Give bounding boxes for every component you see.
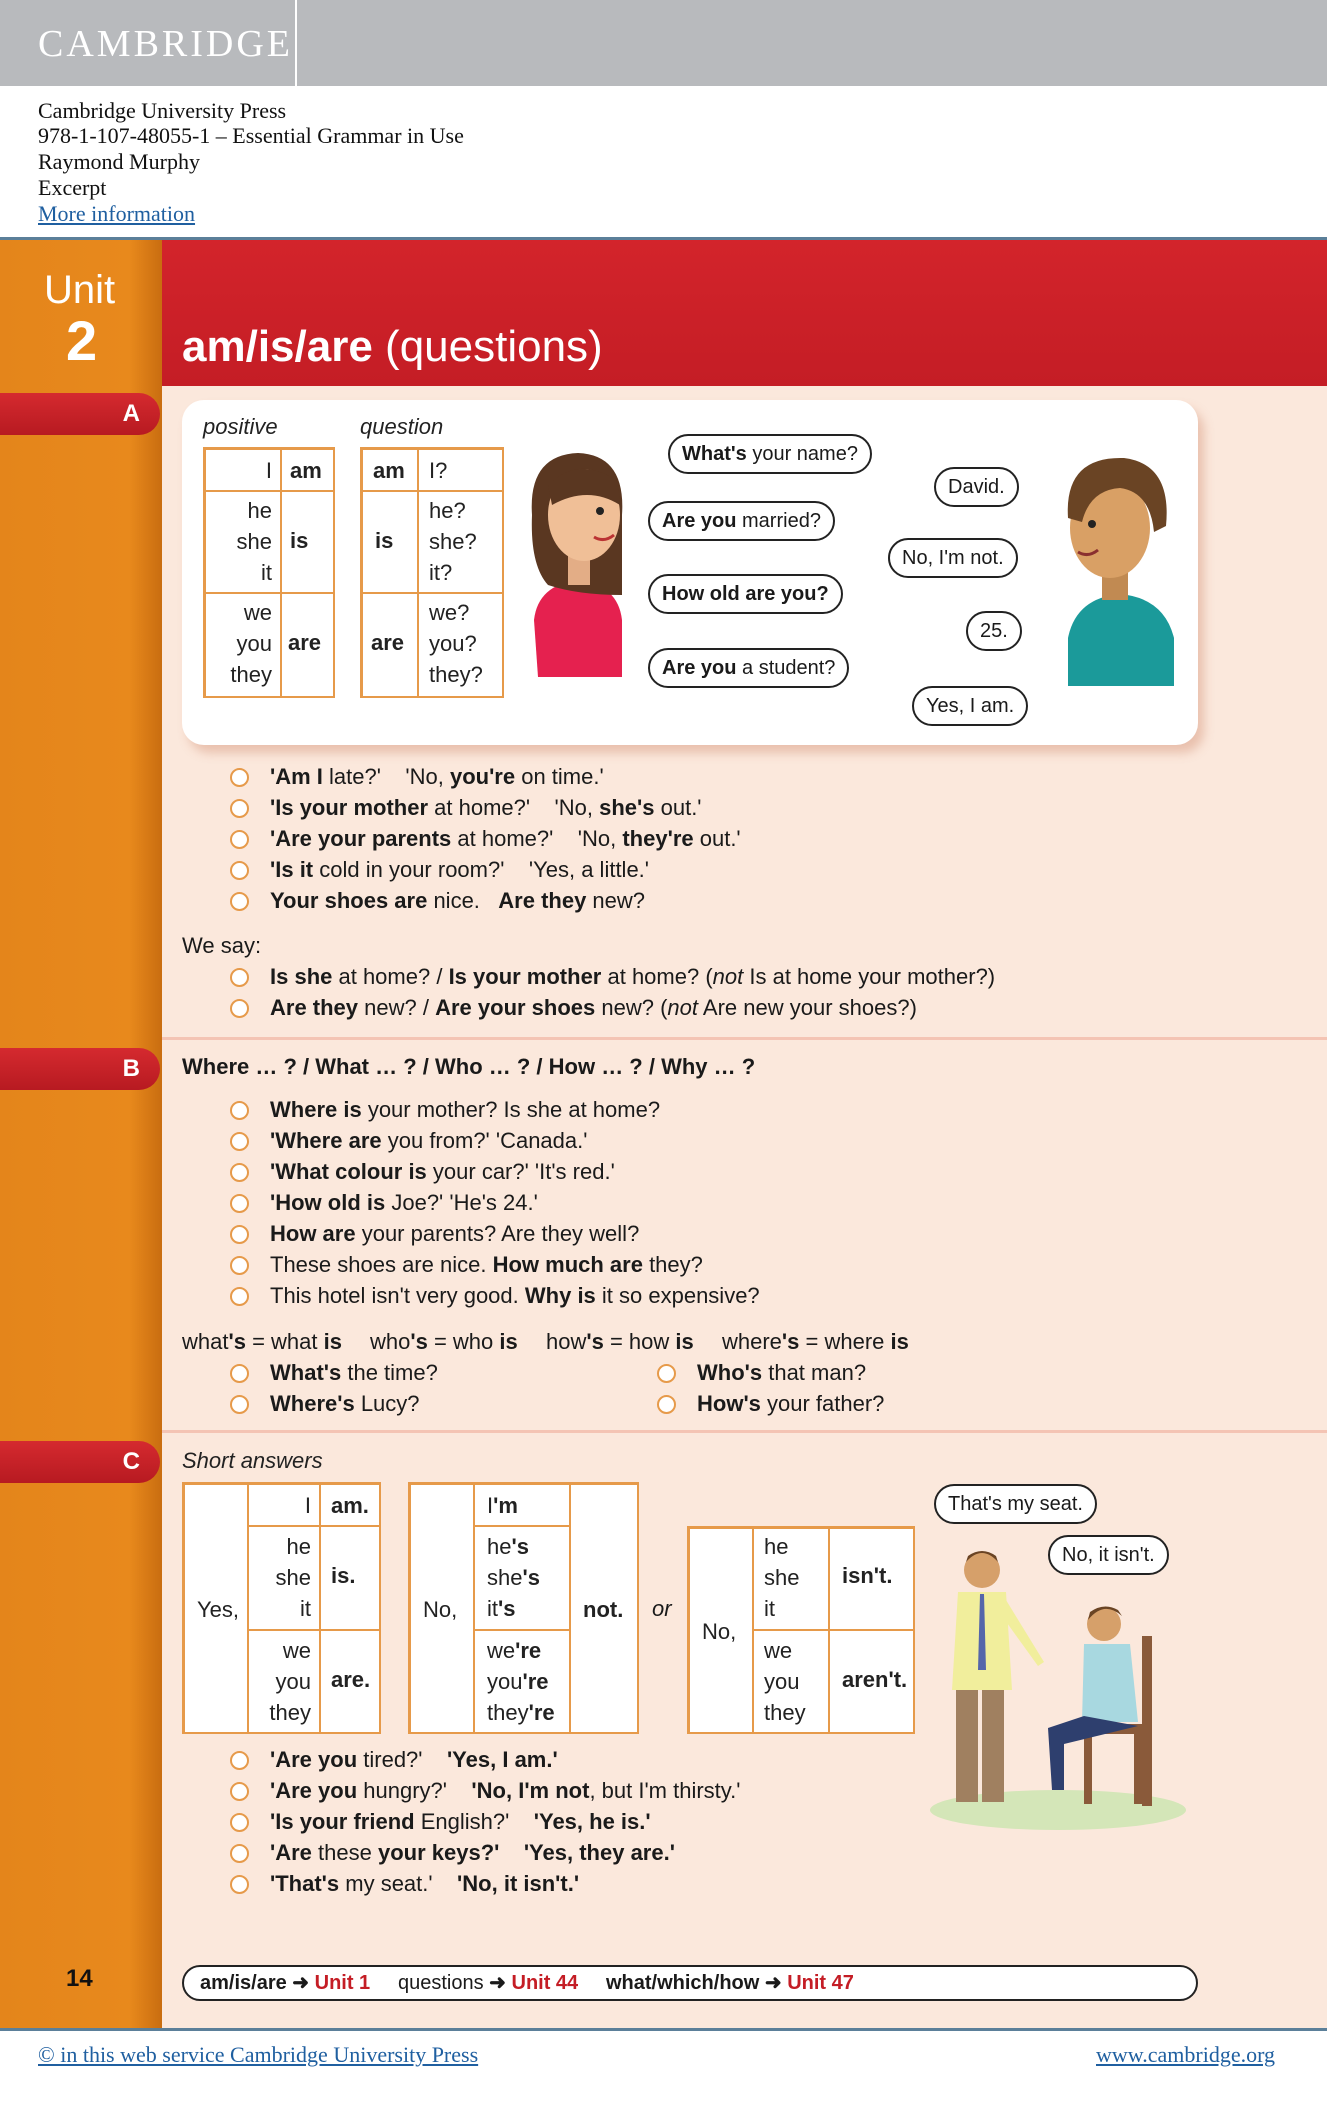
ex-text: = who: [427, 1329, 500, 1354]
short-answer-negative-contraction-table: [687, 1526, 915, 1734]
example-line: [270, 1871, 579, 1897]
positive-table: [203, 447, 335, 698]
example-line: [270, 1159, 615, 1185]
example-line: [270, 888, 645, 914]
c-pronoun: we: [282, 1638, 311, 1663]
section-b-heading: Where … ? / What … ? / Who … ? / How … ? / Why … ?: [182, 1054, 756, 1079]
ex-bold: Your shoes are: [270, 888, 428, 913]
speech-bubble: No, it isn't.: [1048, 1535, 1169, 1575]
example-checkbox[interactable]: [230, 1782, 249, 1801]
example-checkbox[interactable]: [657, 1364, 676, 1383]
c-contraction: 's: [511, 1534, 529, 1559]
example-checkbox[interactable]: [230, 1256, 249, 1275]
contraction: [370, 1329, 518, 1355]
ex-text: at home?': [451, 826, 554, 851]
speech-bubble: [648, 501, 835, 541]
arrow-icon: ➜: [489, 1972, 506, 1994]
ex-bold: they're: [622, 826, 694, 851]
c-pronoun: he: [286, 1534, 311, 1559]
xref-topic: what/which/how: [605, 1972, 760, 1994]
woman-illustration: [518, 445, 640, 677]
c-pronoun: she: [764, 1565, 800, 1590]
speech-bubble: David.: [934, 467, 1019, 507]
example-line: [270, 857, 649, 883]
pos-pronoun: it: [261, 560, 272, 585]
positive-label: positive: [203, 414, 278, 439]
example-checkbox[interactable]: [230, 768, 249, 787]
short-answer-no-not-table: [408, 1482, 639, 1734]
c-pronoun: I: [304, 1493, 311, 1518]
ex-text: 'No,: [405, 764, 450, 789]
unit-title-rest: (questions): [372, 322, 603, 371]
ex-bold: Why is: [524, 1283, 596, 1308]
ex-text: Is at home your mother?): [743, 964, 996, 989]
more-information-link[interactable]: More information: [38, 201, 196, 226]
bubble-text: married?: [736, 510, 821, 532]
example-line: [270, 1391, 420, 1417]
ex-text: it so expensive?: [595, 1283, 760, 1308]
example-checkbox[interactable]: [230, 861, 249, 880]
ex-text: 'No,: [554, 795, 600, 820]
ex-text: these: [311, 1840, 378, 1865]
publisher-line: Cambridge University Press: [38, 98, 287, 123]
example-checkbox[interactable]: [230, 968, 249, 987]
c-contraction: 're: [515, 1638, 542, 1663]
ex-bold: Are they: [270, 995, 359, 1020]
ex-text: you from?' 'Canada.': [381, 1128, 588, 1153]
example-checkbox[interactable]: [230, 1844, 249, 1863]
ex-bold: Who's: [697, 1360, 763, 1385]
q-pronoun: it?: [429, 560, 453, 585]
example-line: [270, 964, 995, 990]
ex-bold: 'Are your parents: [270, 826, 452, 851]
ex-bold: your keys?': [377, 1840, 500, 1865]
ex-bold: 'How old is: [270, 1190, 386, 1215]
example-checkbox[interactable]: [230, 892, 249, 911]
c-pronoun: it: [764, 1596, 775, 1621]
ex-bold: is: [890, 1329, 909, 1354]
example-checkbox[interactable]: [230, 999, 249, 1018]
ex-bold: 'Yes, I am.': [446, 1747, 558, 1772]
cambridge-website-link[interactable]: www.cambridge.org: [1096, 2042, 1276, 2067]
ex-text: = how: [603, 1329, 676, 1354]
header-divider: [295, 0, 297, 86]
c-pronoun: they: [487, 1700, 529, 1725]
ex-bold: she's: [599, 795, 655, 820]
bubble-text: your name?: [746, 443, 858, 465]
example-line: [270, 1840, 675, 1866]
pos-pronoun: we: [243, 600, 272, 625]
example-line: [270, 1809, 651, 1835]
pos-pronoun: you: [236, 631, 272, 656]
pos-pronoun: I: [265, 458, 272, 483]
ex-text: your car?' 'It's red.': [426, 1159, 615, 1184]
ex-text: my seat.': [339, 1871, 433, 1896]
ex-bold: 'What colour is: [270, 1159, 427, 1184]
bubble-text: a student?: [736, 657, 836, 679]
q-verb: am: [373, 458, 405, 483]
ex-text: at home?': [428, 795, 531, 820]
contraction: [722, 1329, 909, 1355]
ex-bold: you're: [449, 764, 516, 789]
speech-bubble: Yes, I am.: [912, 686, 1028, 726]
c-pronoun: he: [764, 1534, 789, 1559]
bubble-bold: What's: [682, 443, 747, 465]
ex-text: = where: [799, 1329, 891, 1354]
unit-title: [182, 322, 603, 372]
example-checkbox[interactable]: [230, 1101, 249, 1120]
ex-bold: How much are: [492, 1252, 643, 1277]
c-pronoun: it: [300, 1596, 311, 1621]
example-line: [270, 795, 702, 821]
example-line: [270, 1778, 740, 1804]
ex-text: English?': [414, 1809, 510, 1834]
section-c-tab: [0, 1441, 160, 1483]
ex-text: new?: [586, 888, 646, 913]
ex-text: hungry?': [357, 1778, 447, 1803]
pos-pronoun: he: [247, 498, 272, 523]
short-answer-yes-table: [182, 1482, 381, 1734]
unit-sidebar: [0, 240, 162, 2028]
copyright-link[interactable]: © in this web service Cambridge University Press: [38, 2042, 479, 2067]
speech-bubble: No, I'm not.: [888, 538, 1018, 578]
c-contraction: 'm: [493, 1493, 518, 1518]
example-checkbox[interactable]: [230, 1132, 249, 1151]
ex-bold: 'Where are: [270, 1128, 382, 1153]
ex-text: nice.: [427, 888, 480, 913]
example-line: [270, 995, 917, 1021]
ex-text: , but I'm thirsty.': [589, 1778, 741, 1803]
example-checkbox[interactable]: [230, 1194, 249, 1213]
ex-bold: 'Yes, he is.': [533, 1809, 651, 1834]
ex-text: = what: [245, 1329, 324, 1354]
c-pronoun: we: [487, 1638, 516, 1663]
ex-bold: 'Am I: [270, 764, 323, 789]
example-checkbox[interactable]: [230, 1813, 249, 1832]
c-pronoun: she: [275, 1565, 311, 1590]
example-checkbox[interactable]: [230, 1163, 249, 1182]
ex-text: 'Yes, a little.': [528, 857, 649, 882]
author-line: Raymond Murphy: [38, 149, 200, 174]
seat-illustration: [928, 1540, 1188, 1830]
ex-text: out.': [654, 795, 702, 820]
ex-text: new? (: [595, 995, 668, 1020]
unit-title-bold: am/is/are: [182, 322, 373, 371]
ex-bold: is: [675, 1329, 694, 1354]
ex-bold: Is she: [270, 964, 333, 989]
ex-bold: How's: [697, 1391, 761, 1416]
q-verb: is: [375, 528, 394, 553]
c-pronoun: you: [487, 1669, 523, 1694]
example-checkbox[interactable]: [230, 1751, 249, 1770]
ex-text: your mother? Is she at home?: [361, 1097, 661, 1122]
c-contracted-line: [487, 1697, 569, 1728]
pos-verb: am: [290, 458, 322, 483]
ex-text: Joe?' 'He's 24.': [385, 1190, 538, 1215]
q-pronoun: we?: [429, 600, 470, 625]
example-line: [697, 1360, 866, 1386]
ex-text: at home? (: [601, 964, 713, 989]
ex-text: the time?: [341, 1360, 438, 1385]
xref-unit-link[interactable]: Unit 44: [511, 1972, 579, 1994]
ex-bold: 'Is your mother: [270, 795, 429, 820]
q-pronoun: he?: [429, 498, 466, 523]
cambridge-logo: CAMBRIDGE: [38, 23, 294, 65]
q-pronoun: she?: [429, 529, 477, 554]
q-verb: are: [371, 630, 405, 655]
q-pronoun: I?: [429, 458, 448, 483]
ex-bold: Where's: [270, 1391, 355, 1416]
ex-text: out.': [693, 826, 741, 851]
c-pronoun: they: [764, 1700, 806, 1725]
c-pronoun: he: [487, 1534, 512, 1559]
ex-bold: is: [499, 1329, 518, 1354]
page-number: 14: [66, 1965, 93, 1992]
cross-reference-box: [182, 1965, 1198, 2001]
ex-bold: 's: [781, 1329, 800, 1354]
ex-bold: 's: [586, 1329, 604, 1354]
ex-text: These shoes are nice.: [270, 1252, 493, 1277]
section-a-tab: [0, 393, 160, 435]
speech-bubble: [648, 574, 843, 614]
example-line: [270, 1097, 660, 1123]
bubble-bold: Are you: [662, 657, 737, 679]
ex-text: 'No,: [577, 826, 623, 851]
ex-bold: 'Are you: [270, 1747, 358, 1772]
example-line: [270, 1252, 703, 1278]
arrow-icon: ➜: [764, 1972, 782, 1994]
ex-text: cold in your room?': [313, 857, 505, 882]
ex-bold: What's: [270, 1360, 342, 1385]
ex-italic: not: [667, 995, 699, 1020]
example-line: [270, 764, 604, 790]
no-word: No,: [702, 1619, 737, 1644]
c-pronoun: it: [487, 1596, 498, 1621]
example-line: [270, 1190, 538, 1216]
example-checkbox[interactable]: [230, 830, 249, 849]
unit-label: Unit: [44, 268, 116, 312]
excerpt-line: Excerpt: [38, 175, 107, 200]
ex-text: This hotel isn't very good.: [270, 1283, 525, 1308]
example-checkbox[interactable]: [230, 1225, 249, 1244]
c-contraction: 's: [498, 1596, 516, 1621]
question-label: question: [360, 414, 444, 439]
example-line: [270, 826, 741, 852]
speech-bubble: [668, 434, 872, 474]
ex-text: what: [182, 1329, 229, 1354]
example-checkbox[interactable]: [230, 799, 249, 818]
example-line: [270, 1128, 587, 1154]
ex-bold: Where is: [270, 1097, 362, 1122]
ex-text: where: [722, 1329, 782, 1354]
c-pronoun: they: [269, 1700, 311, 1725]
man-illustration: [1054, 448, 1184, 686]
ex-bold: Are they: [498, 888, 587, 913]
ex-text: your parents? Are they well?: [355, 1221, 640, 1246]
ex-text: tired?': [357, 1747, 423, 1772]
question-table: [360, 447, 504, 698]
c-pronoun: you: [764, 1669, 800, 1694]
c-verb: are.: [331, 1667, 371, 1692]
ex-bold: 'That's: [270, 1871, 340, 1896]
ex-bold: Are your shoes: [435, 995, 596, 1020]
xref-unit-link[interactable]: Unit 47: [787, 1972, 854, 1994]
q-pronoun: you?: [429, 631, 477, 656]
ex-bold: is: [323, 1329, 342, 1354]
section-b-rule: [162, 1430, 1327, 1433]
c-pronoun: we: [764, 1638, 793, 1663]
c-contracted-line: [487, 1666, 569, 1697]
speech-bubble: [648, 648, 849, 688]
example-checkbox[interactable]: [230, 1875, 249, 1894]
c-contracted-line: [487, 1635, 569, 1666]
speech-bubble: 25.: [966, 611, 1022, 651]
c-contracted-line: [487, 1531, 569, 1562]
ex-text: your father?: [760, 1391, 885, 1416]
xref-unit-link[interactable]: Unit 1: [314, 1972, 371, 1994]
yes-word: Yes,: [197, 1597, 240, 1622]
ex-bold: 'No, it isn't.': [457, 1871, 580, 1896]
ex-bold: 'No, I'm not: [471, 1778, 590, 1803]
ex-italic: not: [712, 964, 744, 989]
c-verb: am.: [331, 1493, 369, 1518]
example-line: [270, 1360, 438, 1386]
xref-topic: questions: [397, 1972, 484, 1994]
ex-text: late?': [322, 764, 381, 789]
ex-bold: 'Yes, they are.': [523, 1840, 675, 1865]
ex-text: that man?: [762, 1360, 867, 1385]
c-pronoun: she: [487, 1565, 523, 1590]
ex-bold: Is your mother: [448, 964, 602, 989]
ex-bold: How are: [270, 1221, 356, 1246]
ex-bold: 'Is your friend: [270, 1809, 415, 1834]
section-b-tab: [0, 1048, 160, 1090]
ex-bold: 's: [228, 1329, 246, 1354]
or-label: or: [652, 1596, 672, 1621]
section-b-letter: B: [122, 1055, 140, 1082]
c-verb: isn't.: [842, 1563, 893, 1588]
example-checkbox[interactable]: [230, 1287, 249, 1306]
example-checkbox[interactable]: [657, 1395, 676, 1414]
c-verb: is.: [331, 1563, 356, 1588]
unit-number: 2: [66, 309, 98, 372]
ex-text: at home? /: [332, 964, 449, 989]
not-word: not.: [583, 1597, 624, 1622]
pos-verb: are: [288, 630, 322, 655]
short-answers-label: Short answers: [182, 1448, 323, 1473]
pos-verb: is: [290, 528, 309, 553]
ex-bold: 's: [410, 1329, 428, 1354]
section-a-letter: A: [122, 400, 140, 427]
example-line: [270, 1221, 639, 1247]
footer-rule: [0, 2028, 1327, 2031]
ex-bold: 'Are: [270, 1840, 312, 1865]
bubble-bold: Are you: [662, 510, 737, 532]
ex-text: new? /: [358, 995, 436, 1020]
ex-text: who: [370, 1329, 411, 1354]
ex-text: Are new your shoes?): [698, 995, 917, 1020]
ex-bold: 'Is it: [270, 857, 314, 882]
pos-pronoun: she: [236, 529, 272, 554]
q-pronoun: they?: [429, 662, 483, 687]
section-a-rule: [162, 1037, 1327, 1040]
ex-text: they?: [642, 1252, 703, 1277]
c-contraction: 's: [522, 1565, 540, 1590]
contraction: [546, 1329, 694, 1355]
example-checkbox[interactable]: [230, 1395, 249, 1414]
c-contracted-line: [487, 1562, 569, 1593]
bubble-bold: How old are you?: [662, 583, 829, 605]
example-line: [270, 1747, 558, 1773]
c-contraction: 're: [528, 1700, 555, 1725]
ex-bold: 'Are you: [270, 1778, 358, 1803]
contraction: [182, 1329, 342, 1355]
xref-topic: am/is/are: [200, 1972, 287, 1994]
we-say-label: We say:: [182, 933, 262, 958]
speech-bubble: That's my seat.: [934, 1484, 1097, 1524]
section-c-letter: C: [122, 1448, 140, 1475]
arrow-icon: ➜: [292, 1972, 310, 1994]
no-word: No,: [423, 1597, 458, 1622]
example-line: [270, 1283, 760, 1309]
c-pronoun: you: [275, 1669, 311, 1694]
c-verb: aren't.: [842, 1667, 908, 1692]
example-line: [697, 1391, 884, 1417]
c-pronoun: I: [487, 1493, 494, 1518]
c-contracted-line: [487, 1593, 569, 1624]
ex-text: how: [546, 1329, 587, 1354]
isbn-title-line: 978-1-107-48055-1 – Essential Grammar in Use: [38, 123, 464, 148]
pos-pronoun: they: [230, 662, 272, 687]
example-checkbox[interactable]: [230, 1364, 249, 1383]
ex-text: Lucy?: [354, 1391, 420, 1416]
c-contraction: 're: [522, 1669, 549, 1694]
ex-text: on time.': [515, 764, 604, 789]
